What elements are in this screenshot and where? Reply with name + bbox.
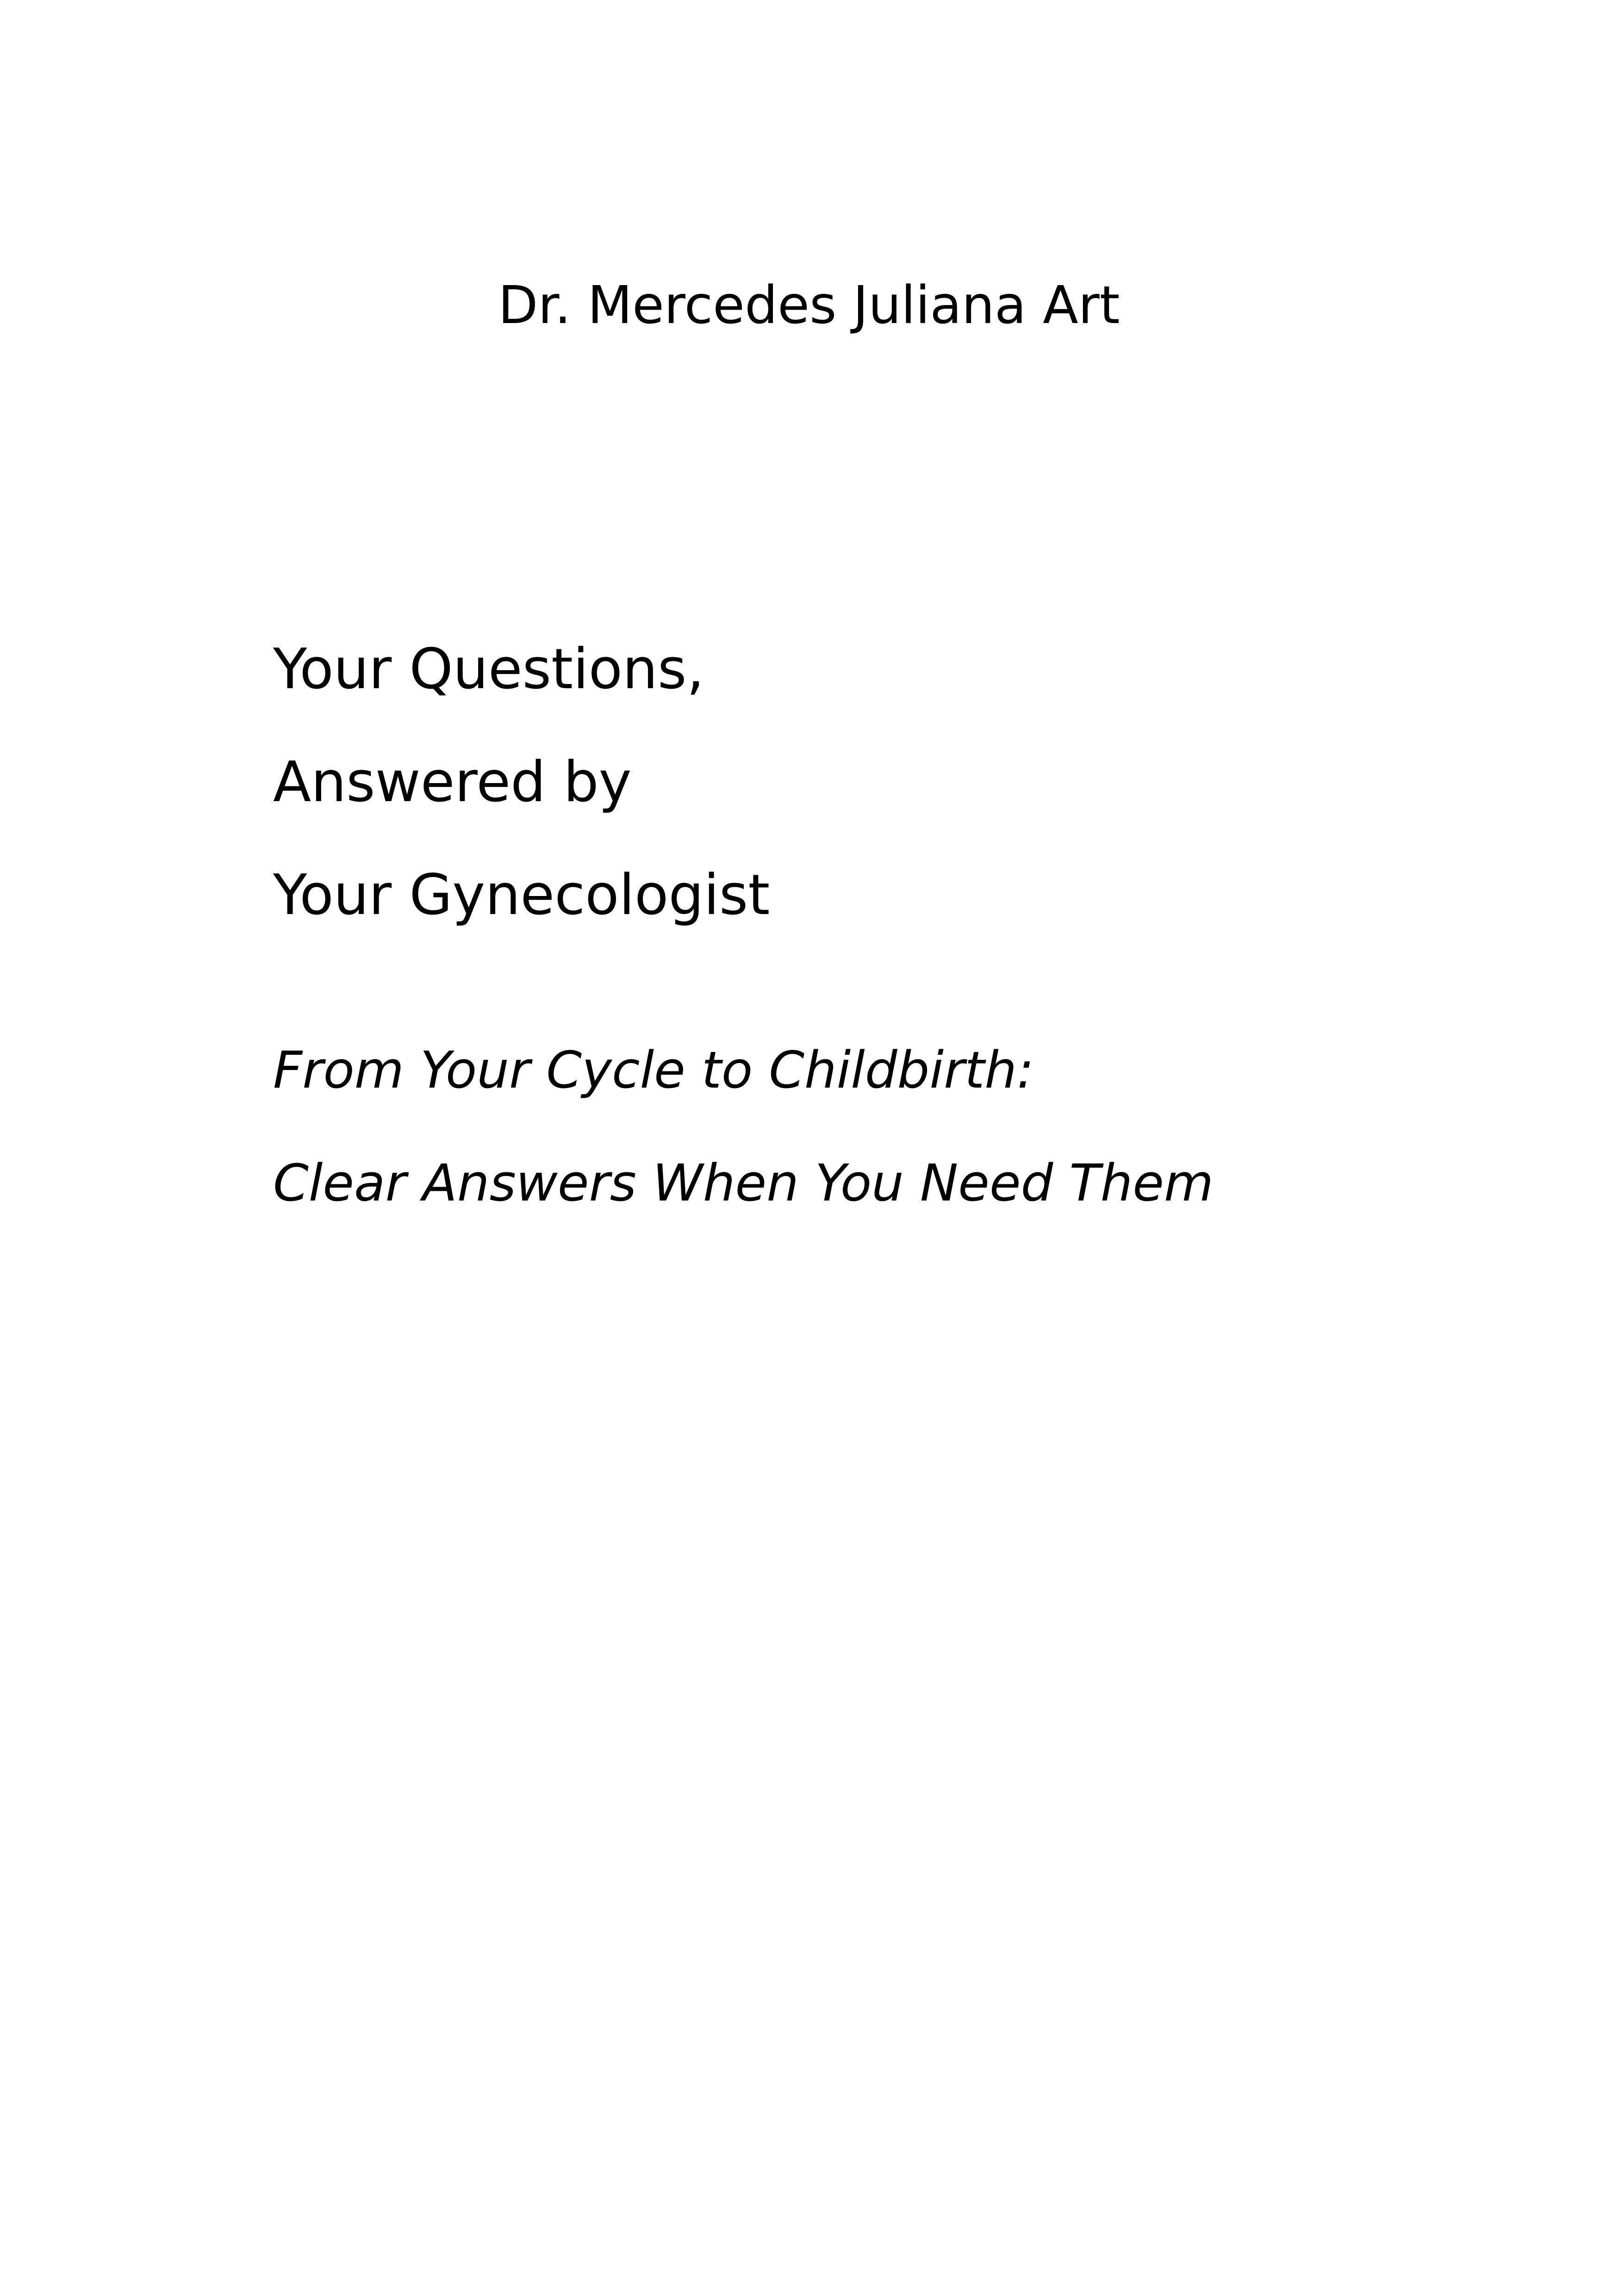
title-line-3: Your Gynecologist — [273, 863, 770, 927]
title-line-2: Answered by — [273, 750, 632, 815]
book-title — [273, 613, 770, 952]
subtitle-line-2: Clear Answers When You Need Them — [273, 1153, 1214, 1213]
title-line-1: Your Questions, — [273, 637, 704, 702]
subtitle-line-1: From Your Cycle to Childbirth: — [273, 1040, 1034, 1100]
author-name: Dr. Mercedes Juliana Art — [498, 275, 1120, 336]
book-subtitle — [273, 1014, 1214, 1239]
